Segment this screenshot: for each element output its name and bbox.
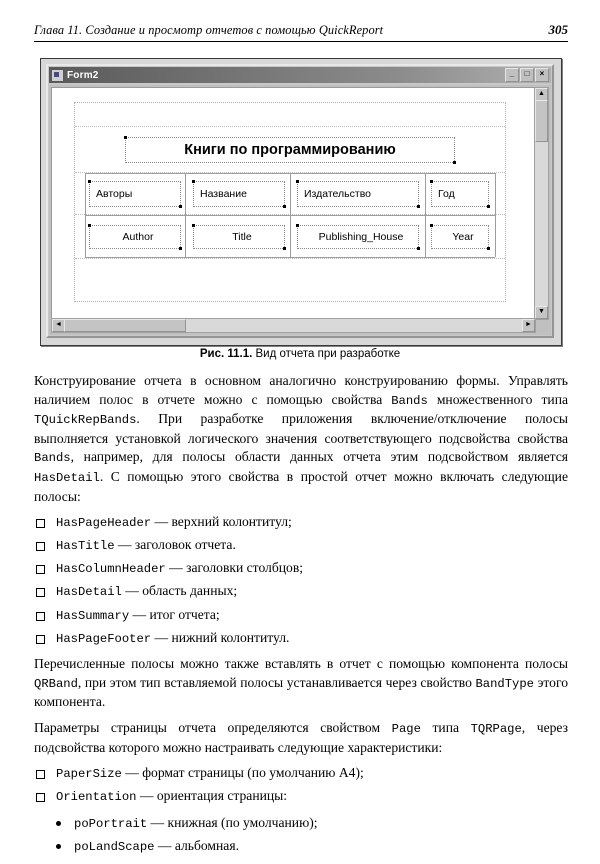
list1-text-4: — итог отчета; — [129, 606, 220, 622]
p1-part5: . С помощью этого свойства в простой отчет можно включать следующие полосы: — [34, 468, 568, 504]
qrlabel-column-title[interactable] — [193, 181, 285, 207]
list1-code-4: HasSummary — [56, 608, 130, 623]
p1-part1: Конструирование отчета в основном аналогично конструированию формы. Управлять наличием полос в отчете можно с помощью свойства — [34, 373, 568, 407]
close-button[interactable]: × — [535, 68, 549, 82]
p2-code1: QRBand — [34, 676, 78, 691]
chapter-title: Глава 11. Создание и просмотр отчетов с помощью QuickReport — [34, 23, 384, 37]
qrlabel-report-title-text: Книги по программированию — [184, 142, 396, 158]
list1-code-5: HasPageFooter — [56, 631, 152, 646]
form-window — [46, 64, 554, 338]
list-item — [34, 536, 568, 556]
p1-code2: TQuickRepBands — [34, 413, 137, 428]
grid-line-v1 — [85, 173, 86, 257]
figure-caption-number: Рис. 11.1. — [199, 348, 253, 360]
list3-code-1: poLandScape — [74, 839, 155, 854]
qrlabel-report-title[interactable] — [125, 137, 455, 163]
p3-part2: типа — [420, 720, 471, 735]
list1-text-1: — заголовок отчета. — [114, 537, 236, 553]
p3-part3: , через подсвойства которого можно настраивать следующие характеристики: — [34, 720, 569, 755]
grid-line-bottom — [85, 257, 495, 258]
p2-code2: BandType — [475, 676, 534, 691]
qrdbtext-publishing-house[interactable] — [297, 225, 419, 249]
list2-text-1: — ориентация страницы: — [136, 788, 288, 804]
list-band-properties — [34, 513, 568, 648]
list1-code-0: HasPageHeader — [56, 516, 152, 531]
p1-part3: . При разработке приложения включение/отключение полосы выполняется установкой логического значения соответствующего подсвойства свойства — [34, 411, 568, 446]
list-item — [34, 629, 568, 649]
minimize-button[interactable]: _ — [505, 68, 519, 82]
p2-part2: , при этом тип вставляемой полосы устанавливается через свойство — [77, 674, 476, 690]
paragraph-1 — [34, 372, 568, 506]
list-item — [34, 513, 568, 533]
qrlabel-column-year[interactable] — [431, 181, 489, 207]
vertical-scrollbar[interactable] — [534, 87, 549, 320]
qrlabel-column-year-text: Год — [438, 188, 455, 200]
list3-code-0: poPortrait — [74, 816, 148, 831]
qrlabel-column-authors[interactable] — [89, 181, 181, 207]
qrdbtext-year-text: Year — [452, 231, 474, 243]
grid-line-v4 — [425, 173, 426, 257]
qrlabel-column-authors-text: Авторы — [96, 188, 133, 200]
list-page-properties — [34, 764, 568, 807]
list-item — [34, 606, 568, 626]
p1-code1: Bands — [391, 393, 428, 408]
qrlabel-column-publisher[interactable] — [297, 181, 419, 207]
window-title-bar — [49, 67, 551, 83]
list1-code-1: HasTitle — [56, 539, 115, 554]
scroll-right-icon[interactable]: ► — [522, 319, 535, 332]
p1-part2: множественного типа — [427, 391, 568, 407]
paragraph-2 — [34, 655, 568, 712]
paragraph-3 — [34, 719, 568, 757]
list3-text-1: — альбомная. — [154, 837, 239, 853]
band-summary — [75, 259, 505, 301]
scroll-up-icon[interactable]: ▲ — [535, 88, 548, 101]
header-rule — [34, 41, 568, 42]
figure-screenshot — [40, 58, 562, 346]
list-orientation-values — [34, 814, 568, 857]
vertical-scroll-thumb[interactable] — [535, 100, 548, 142]
list1-code-3: HasDetail — [56, 585, 122, 600]
p3-code2: TQRPage — [470, 722, 522, 736]
qrdbtext-title[interactable] — [193, 225, 285, 249]
qrdbtext-year[interactable] — [431, 225, 489, 249]
p3-part1: Параметры страницы отчета определяются свойством — [34, 720, 392, 735]
band-page-header — [75, 103, 505, 127]
list2-code-0: PaperSize — [56, 767, 122, 782]
list-item — [34, 814, 568, 834]
figure-caption — [0, 348, 600, 360]
figure-caption-text: Вид отчета при разработке — [255, 348, 401, 360]
qrdbtext-author[interactable] — [89, 225, 181, 249]
qrlabel-column-publisher-text: Издательство — [304, 188, 372, 200]
p1-code4: HasDetail — [34, 470, 100, 485]
horizontal-scroll-thumb[interactable] — [64, 319, 186, 332]
list1-code-2: HasColumnHeader — [56, 562, 166, 577]
qrdbtext-publishing-house-text: Publishing_House — [318, 231, 404, 243]
list2-code-1: Orientation — [56, 790, 137, 805]
scroll-left-icon[interactable]: ◄ — [52, 319, 65, 332]
list1-text-3: — область данных; — [121, 583, 238, 599]
p2-part3: этого компонента. — [34, 674, 568, 710]
scroll-down-icon[interactable]: ▼ — [535, 306, 548, 319]
qrdbtext-author-text: Author — [122, 231, 154, 243]
qrdbtext-title-text: Title — [232, 231, 252, 243]
maximize-button[interactable]: □ — [520, 68, 534, 82]
window-buttons — [505, 68, 549, 82]
list-item — [34, 582, 568, 602]
body-text — [34, 372, 568, 864]
list-item — [34, 837, 568, 857]
p1-code3: Bands — [34, 451, 71, 466]
list-item — [34, 787, 568, 807]
form-client-area — [49, 85, 551, 335]
grid-line-v5 — [495, 173, 496, 257]
list2-text-0: — формат страницы (по умолчанию А4); — [121, 765, 364, 781]
running-head — [34, 22, 568, 38]
horizontal-scrollbar[interactable] — [51, 318, 536, 333]
window-title: Form2 — [67, 69, 99, 81]
grid-line-v2 — [185, 173, 186, 257]
list-item — [34, 559, 568, 579]
report-canvas[interactable] — [51, 87, 536, 320]
p3-code1: Page — [391, 722, 421, 736]
list1-text-5: — нижний колонтитул. — [151, 629, 290, 645]
page-number: 305 — [548, 22, 568, 37]
form-icon — [51, 69, 64, 82]
list3-text-0: — книжная (по умолчанию); — [147, 814, 318, 830]
p1-part4: , например, для полосы области данных отчета этим подсвойством является — [70, 449, 568, 465]
p2-part1: Перечисленные полосы можно также вставлять в отчет с помощью компонента полосы — [34, 656, 568, 672]
list1-text-0: — верхний колонтитул; — [151, 514, 292, 530]
report-sheet — [74, 102, 506, 302]
grid-line-v3 — [290, 173, 291, 257]
list1-text-2: — заголовки столбцов; — [165, 560, 304, 576]
qrlabel-column-title-text: Название — [200, 188, 247, 200]
list-item — [34, 764, 568, 784]
